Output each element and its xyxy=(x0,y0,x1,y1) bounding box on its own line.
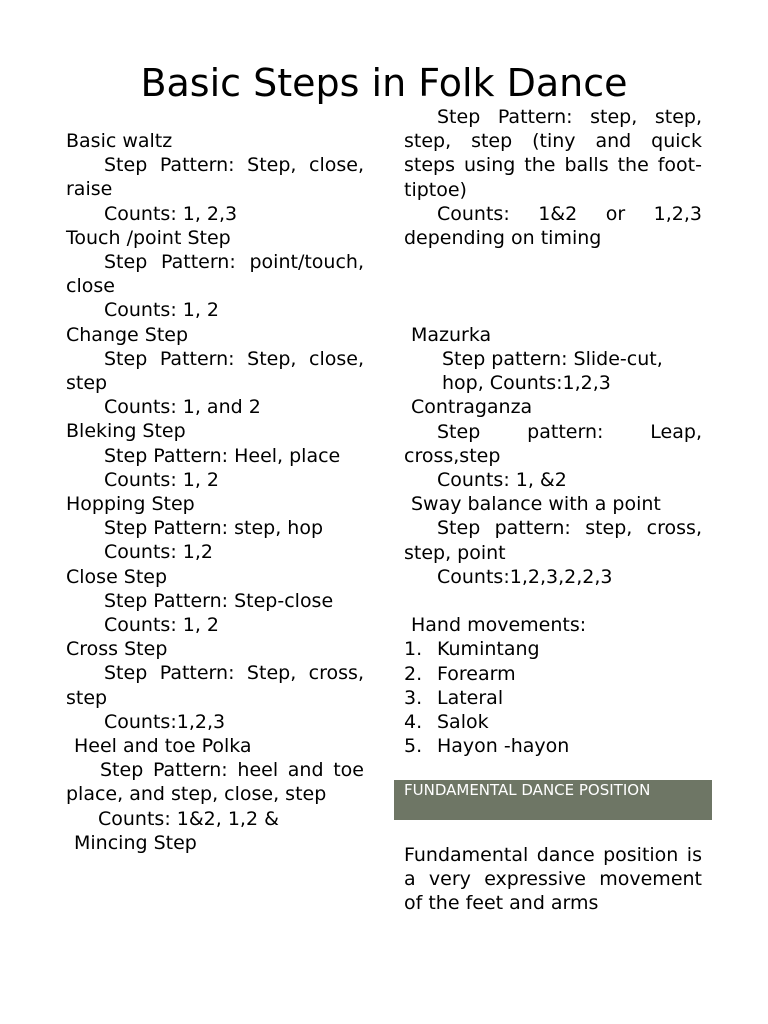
step-counts: Counts: 1, and 2 xyxy=(104,396,261,419)
step-name: Change Step xyxy=(66,323,189,346)
step-pattern: Step Pattern: point/touch, close xyxy=(66,251,364,298)
step-counts: Counts: 1, 2 xyxy=(104,468,220,491)
list-label: Forearm xyxy=(437,662,516,685)
step-pattern: Step Pattern: Step-close xyxy=(104,589,334,612)
step-pattern: Step Pattern: step, step, step, step (tiny and quick steps using the balls the foot-tiptoe) xyxy=(404,106,702,201)
step-pattern: Step Pattern: Step, close, raise xyxy=(66,154,364,201)
section-heading: FUNDAMENTAL DANCE POSITION xyxy=(404,781,651,799)
list-item xyxy=(404,637,702,661)
step-mazurka xyxy=(404,323,702,396)
spacer xyxy=(404,250,702,298)
hand-movements-heading: Hand movements: xyxy=(411,614,587,637)
step-name: Basic waltz xyxy=(66,130,173,152)
list-number: 1. xyxy=(404,638,423,661)
spacer xyxy=(404,299,702,323)
step-pattern: Step Pattern: step, hop xyxy=(104,517,324,540)
step-counts: Counts: 1&2, 1,2 & xyxy=(98,807,279,830)
list-number: 5. xyxy=(404,735,423,758)
step-name: Bleking Step xyxy=(66,420,186,443)
section-paragraph: Fundamental dance position is a very expressive movement of the feet and arms xyxy=(404,844,702,915)
list-label: Hayon -hayon xyxy=(437,735,570,758)
step-name: Mincing Step xyxy=(74,831,197,854)
list-label: Salok xyxy=(437,711,489,734)
list-number: 2. xyxy=(404,662,423,685)
step-counts: Counts:1,2,3,2,2,3 xyxy=(437,565,613,588)
step-counts: Counts: 1, &2 xyxy=(437,469,567,492)
list-number: 4. xyxy=(404,711,423,734)
step-cross xyxy=(66,637,364,734)
page-title: Basic Steps in Folk Dance xyxy=(140,61,628,105)
step-change xyxy=(66,323,364,420)
list-item xyxy=(404,734,702,758)
right-column xyxy=(404,105,702,758)
step-counts: Counts: 1, 2,3 xyxy=(104,202,238,225)
hand-movements xyxy=(404,613,702,758)
step-pattern: Step Pattern: Heel, place xyxy=(104,444,341,467)
step-counts: Counts: 1, 2 xyxy=(104,299,220,322)
step-mincing-continued xyxy=(404,105,702,250)
left-column xyxy=(66,129,364,855)
list-label: Kumintang xyxy=(437,638,540,661)
hand-movements-list xyxy=(404,637,702,758)
step-name: Cross Step xyxy=(66,638,168,661)
step-name: Heel and toe Polka xyxy=(74,735,252,758)
step-counts: Counts:1,2,3 xyxy=(104,710,226,733)
step-pattern: Step Pattern: heel and toe place, and step, close, step xyxy=(66,759,364,806)
list-number: 3. xyxy=(404,686,423,709)
step-close xyxy=(66,565,364,638)
spacer xyxy=(404,589,702,613)
step-counts: Counts: 1&2 or 1,2,3 depending on timing xyxy=(404,202,702,250)
step-pattern: Step Pattern: Step, cross, step xyxy=(66,662,364,709)
step-mincing xyxy=(66,831,364,855)
step-sway-balance xyxy=(404,492,702,589)
step-name: Hopping Step xyxy=(66,493,195,516)
list-item xyxy=(404,710,702,734)
step-contraganza xyxy=(404,395,702,492)
step-touch-point xyxy=(66,226,364,323)
step-pattern: Step pattern: Leap, cross,step xyxy=(404,420,702,467)
step-pattern: Step pattern: step, cross, step, point xyxy=(404,517,702,564)
step-name: Mazurka xyxy=(411,323,492,346)
list-label: Lateral xyxy=(437,686,504,709)
step-pattern-cont: hop, Counts:1,2,3 xyxy=(442,372,611,395)
step-name: Sway balance with a point xyxy=(411,493,661,516)
list-item xyxy=(404,686,702,710)
list-item xyxy=(404,662,702,686)
step-bleking xyxy=(66,419,364,492)
step-name: Close Step xyxy=(66,565,168,588)
step-counts: Counts: 1, 2 xyxy=(104,614,220,637)
step-hopping xyxy=(66,492,364,565)
section-heading-bar xyxy=(394,780,712,820)
step-name: Touch /point Step xyxy=(66,226,231,249)
step-name: Contraganza xyxy=(411,396,533,419)
step-pattern: Step Pattern: Step, close, step xyxy=(66,347,364,395)
step-heel-toe-polka xyxy=(66,734,364,831)
step-counts: Counts: 1,2 xyxy=(104,541,213,564)
step-basic-waltz xyxy=(66,129,364,226)
step-pattern: Step pattern: Slide-cut, xyxy=(442,348,663,370)
